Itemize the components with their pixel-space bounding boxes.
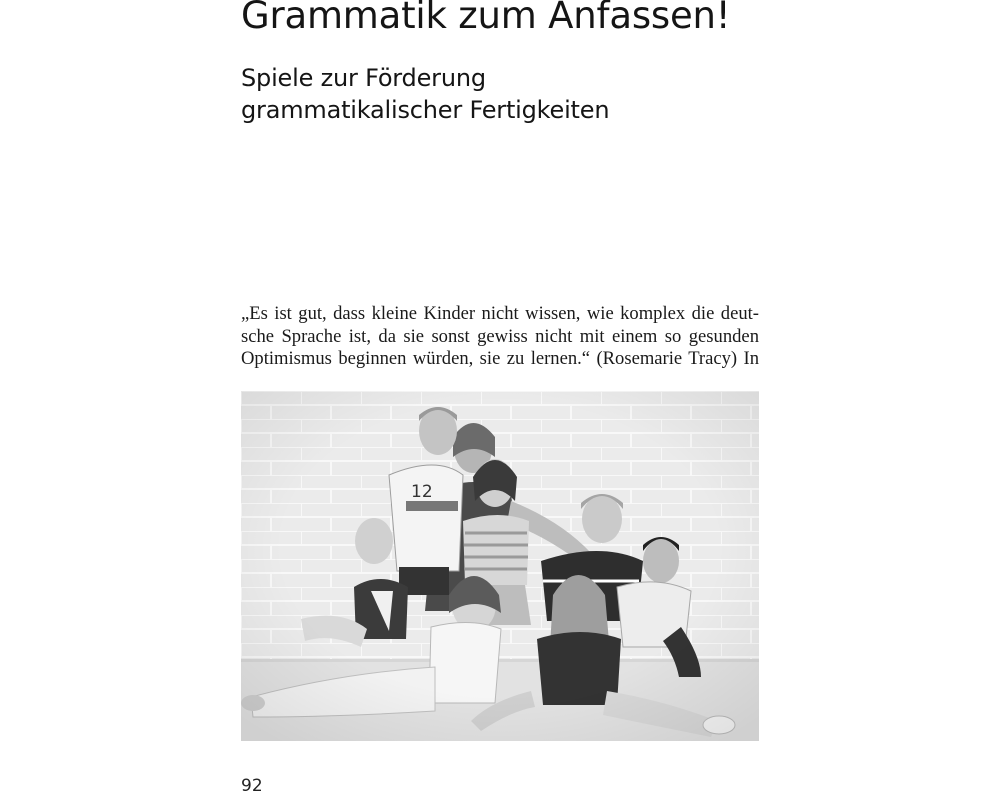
quote-line: „Es ist gut, dass kleine Kinder nicht wissen, wie komplex die deut-	[241, 303, 759, 324]
chapter-title: Grammatik zum Anfassen!	[241, 0, 731, 37]
subtitle-line: grammatikalischer Fertigkeiten	[241, 96, 610, 124]
intro-quote	[241, 303, 759, 371]
group-photo	[241, 391, 759, 741]
group-photo-illustration	[241, 391, 759, 741]
quote-line: sche Sprache ist, da sie sonst gewiss nicht mit einem so gesunden	[241, 325, 759, 347]
page-number: 92	[241, 776, 263, 796]
subtitle-line: Spiele zur Förderung	[241, 64, 486, 92]
quote-line: Optimismus beginnen würden, sie zu lernen.“ (Rosemarie Tracy) In	[241, 348, 759, 370]
chapter-subtitle	[241, 62, 609, 126]
